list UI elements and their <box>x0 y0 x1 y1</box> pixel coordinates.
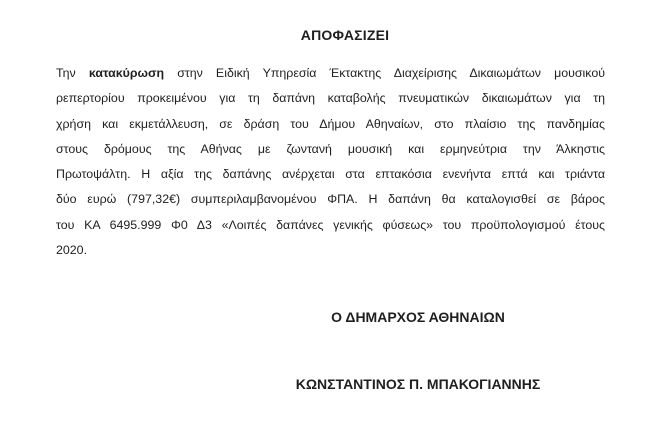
line-text: στην Ειδική Υπηρεσία Έκτακτης Διαχείρισης Δικαιωμάτων μουσικού <box>164 66 605 80</box>
paragraph-line <box>56 61 605 86</box>
line-text: Την <box>56 66 89 80</box>
paragraph-line: δύο ευρώ (797,32€) συμπεριλαμβανομένου ΦΠΑ. Η δαπάνη θα καταλογισθεί σε βάρος <box>56 192 605 207</box>
paragraph-line: χρήση και εκμετάλλευση, σε δράση του Δήμου Αθηναίων, στο πλαίσιο της πανδημίας <box>56 116 605 131</box>
paragraph-line: ρεπερτορίου προκειμένου για τη δαπάνη καταβολής πνευματικών δικαιωμάτων για τη <box>56 91 605 106</box>
decision-body <box>56 61 605 263</box>
paragraph-line: 2020. <box>56 243 88 258</box>
paragraph-line: του ΚΑ 6495.999 Φ0 Δ3 «Λοιπές δαπάνες γενικής φύσεως» του προϋπολογισμού έτους <box>56 217 605 232</box>
paragraph-line: Πρωτοψάλτη. Η αξία της δαπάνης ανέρχεται στα επτακόσια ενενήντα επτά και τριάντα <box>56 167 605 182</box>
mayor-name: ΚΩΝΣΤΑΝΤΙΝΟΣ Π. ΜΠΑΚΟΓΙΑΝΝΗΣ <box>295 376 541 392</box>
paragraph-line: στους δρόμους της Αθήνας με ζωντανή μουσική και ερμηνεύτρια την Άλκηστις <box>56 141 605 156</box>
mayor-title: Ο ΔΗΜΑΡΧΟΣ ΑΘΗΝΑΙΩΝ <box>331 309 505 325</box>
decision-heading: ΑΠΟΦΑΣΙΖΕΙ <box>300 27 390 43</box>
award-term-bold: κατακύρωση <box>88 66 165 80</box>
